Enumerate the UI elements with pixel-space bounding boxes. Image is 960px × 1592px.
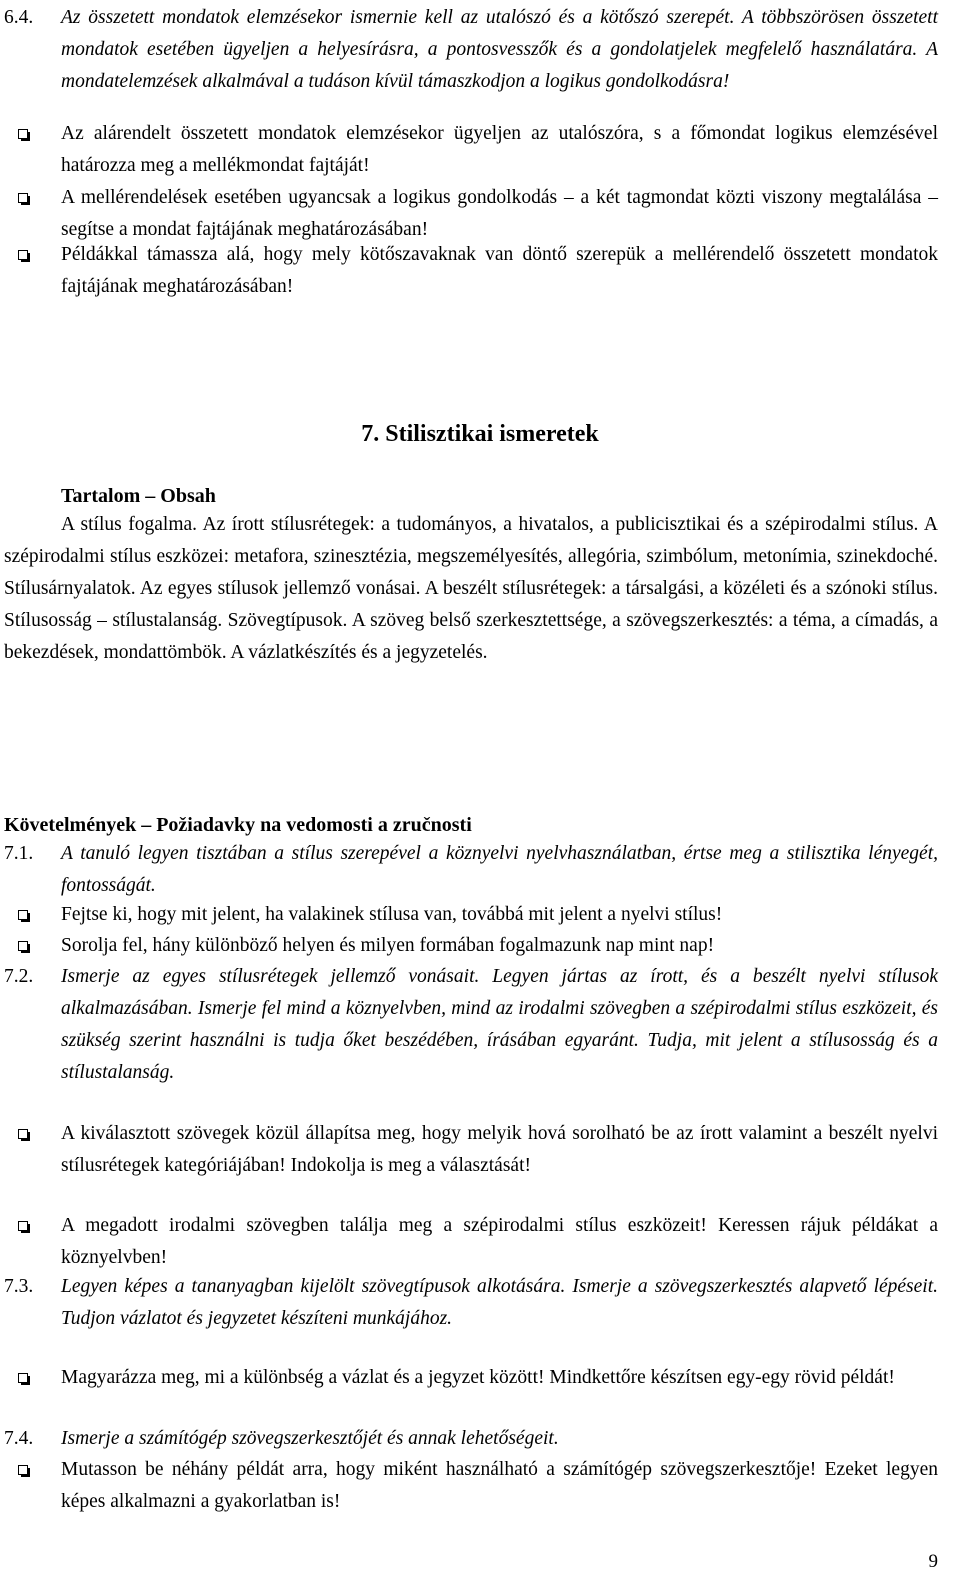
checkbox-bullet-icon: [18, 129, 28, 139]
requirement-number: 7.2.: [4, 966, 34, 987]
bullet-text: A mellérendelések esetében ugyancsak a logikus gondolkodás – a két tagmondat közti viszony megtalálása – segítse a mondat fajtájának meghatározásában!: [61, 187, 938, 240]
checkbox-bullet-icon: [18, 193, 28, 203]
checkbox-bullet-icon: [18, 1129, 28, 1139]
content-paragraph: [4, 509, 938, 669]
requirement-text: Ismerje az egyes stílusrétegek jellemző vonásait. Legyen jártas az írott, és a beszélt nyelvi stílusok alkalmazásában. Ismerje fel mind a köznyelvben, mind az irodalmi szövegben a szépirodalmi stílus eszközeit, és szükség szerint használni is tudja őket beszédében, írásában egyaránt. Tudja, mit jelent a stílusosság és a stílustalanság.: [61, 966, 938, 1083]
checkbox-bullet-icon: [18, 910, 28, 920]
bullet-text: Példákkal támassza alá, hogy mely kötőszavaknak van döntő szerepük a mellérendelő összetett mondatok fajtájának meghatározásában!: [61, 244, 938, 297]
item-text: Az összetett mondatok elemzésekor ismernie kell az utalószó és a kötőszó szerepét. A többszörösen összetett mondatok esetében ügyeljen a helyesírásra, a pontosvesszők és a gondolatjelek megfelelő használatára. A mondatelemzések alkalmával a tudáson kívül támaszkodjon a logikus gondolkodásra!: [61, 7, 938, 92]
checkbox-bullet-icon: [18, 1373, 28, 1383]
checkbox-bullet-icon: [18, 1221, 28, 1231]
content-paragraph-text: A stílus fogalma. Az írott stílusrétegek: a tudományos, a hivatalos, a publicisztikai és a szépirodalmi stílus. A szépirodalmi stílus eszközei: metafora, szinesztézia, megszemélyesítés, allegória, szimbólum, metonímia, szinekdoché. Stílusárnyalatok. Az egyes stílusok jellemző vonásai. A beszélt stílusrétegek: a társalgási, a közéleti és a szónoki stílus. Stílusosság – stílustalanság. Szövegtípusok. A szöveg belső szerkesztettsége, a szövegszerkesztés: a téma, a címadás, a bekezdések, mondattömbök. A vázlatkészítés és a jegyzetelés.: [4, 514, 938, 663]
checkbox-bullet-icon: [18, 250, 28, 260]
bullet-text: Mutasson be néhány példát arra, hogy miként használható a számítógép szövegszerkesztője! Ezeket legyen képes alkalmazni a gyakorlatban is!: [61, 1459, 938, 1512]
requirement-text: A tanuló legyen tisztában a stílus szerepével a köznyelvi nyelvhasználatban, értse meg a stilisztika lényegét, fontosságát.: [61, 843, 938, 896]
item-number: 6.4.: [4, 7, 34, 28]
requirement-number: 7.4.: [4, 1428, 34, 1449]
bullet-text: Sorolja fel, hány különböző helyen és milyen formában fogalmazunk nap mint nap!: [61, 935, 715, 956]
checkbox-bullet-icon: [18, 1465, 28, 1475]
content-heading: Tartalom – Obsah: [61, 485, 216, 507]
bullet-text: A kiválasztott szövegek közül állapítsa meg, hogy melyik hová sorolható be az írott valamint a beszélt nyelvi stílusrétegek kategóriájában! Indokolja is meg a választását!: [61, 1123, 938, 1176]
bullet-text: A megadott irodalmi szövegben találja meg a szépirodalmi stílus eszközeit! Keressen rájuk példákat a köznyelvben!: [61, 1215, 938, 1268]
bullet-text: Az alárendelt összetett mondatok elemzésekor ügyeljen az utalószóra, s a főmondat logikus elemzésével határozza meg a mellékmondat fajtáját!: [61, 123, 938, 176]
requirements-heading: Követelmények – Požiadavky na vedomosti a zručnosti: [4, 814, 472, 836]
requirement-number: 7.3.: [4, 1276, 34, 1297]
section-title: 7. Stilisztikai ismeretek: [361, 421, 599, 447]
requirement-text: Ismerje a számítógép szövegszerkesztőjét és annak lehetőségeit.: [61, 1428, 559, 1449]
bullet-text: Magyarázza meg, mi a különbség a vázlat és a jegyzet között! Mindkettőre készítsen egy-egy rövid példát!: [61, 1367, 895, 1388]
page-number: 9: [928, 1551, 938, 1572]
checkbox-bullet-icon: [18, 941, 28, 951]
bullet-text: Fejtse ki, hogy mit jelent, ha valakinek stílusa van, továbbá mit jelent a nyelvi stílus!: [61, 904, 723, 925]
requirement-text: Legyen képes a tananyagban kijelölt szövegtípusok alkotására. Ismerje a szövegszerkesztés alapvető lépéseit. Tudjon vázlatot és jegyzetet készíteni munkájához.: [61, 1276, 938, 1329]
requirement-number: 7.1.: [4, 843, 34, 864]
